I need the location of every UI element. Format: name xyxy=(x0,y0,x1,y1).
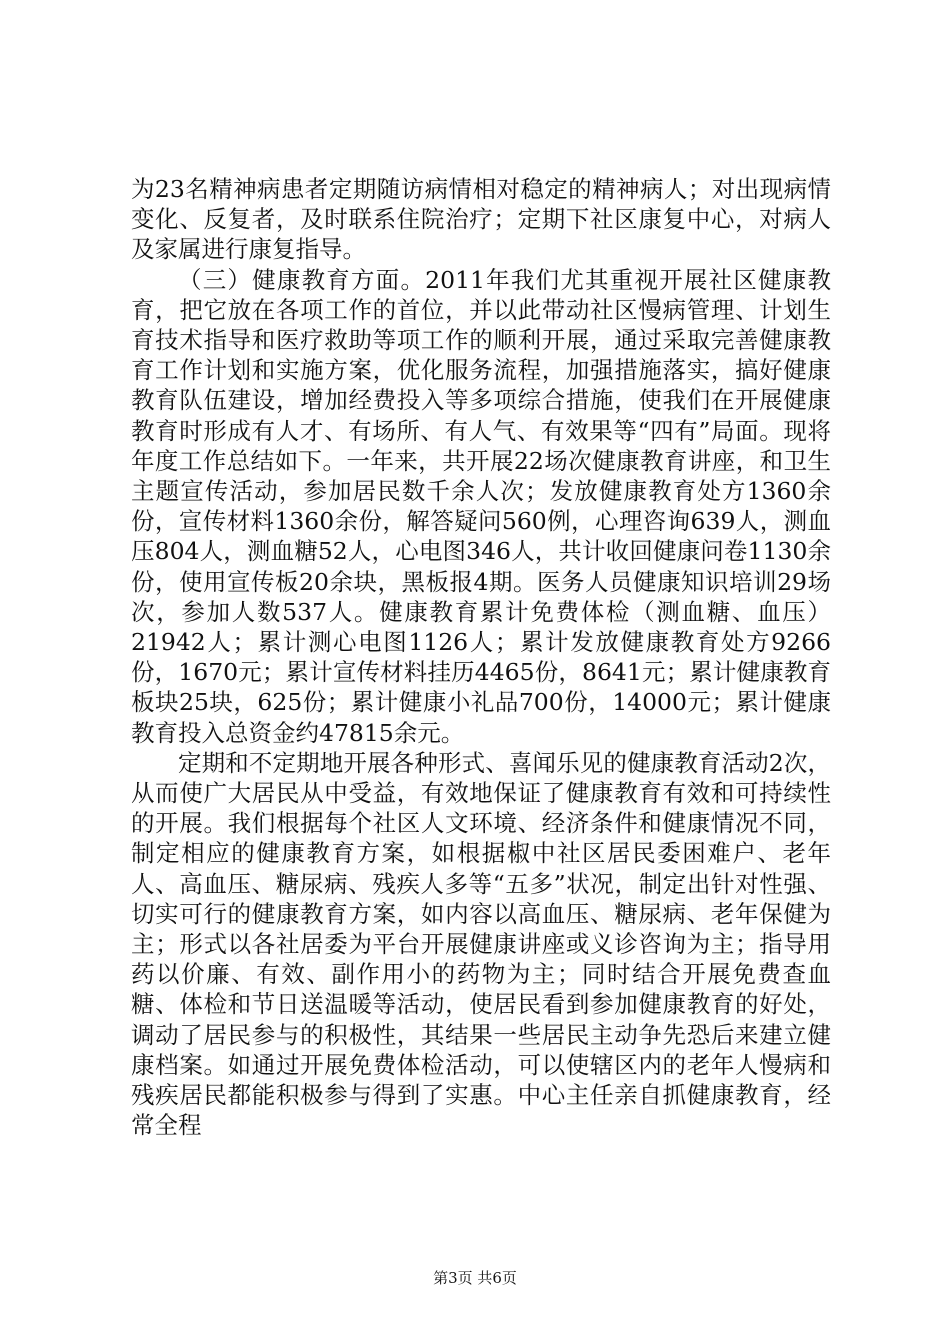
page-footer: 第3页 共6页 xyxy=(433,1269,517,1287)
document-body xyxy=(131,174,831,1141)
paragraph-activities: 定期和不定期地开展各种形式、喜闻乐见的健康教育活动2次，从而使广大居民从中受益，有效地保证了健康教育有效和可持续性的开展。我们根据每个社区人文环境、经济条件和健康情况不同，制定相应的健康教育方案，如根据椒中社区居民委困难户、老年人、高血压、糖尿病、残疾人多等“五多”状况，制定出针对性强、切实可行的健康教育方案，如内容以高血压、糖尿病、老年保健为主；形式以各社居委为平台开展健康讲座或义诊咨询为主；指导用药以价廉、有效、副作用小的药物为主；同时结合开展免费查血糖、体检和节日送温暖等活动，使居民看到参加健康教育的好处，调动了居民参与的积极性，其结果一些居民主动争先恐后来建立健康档案。如通过开展免费体检活动，可以使辖区内的老年人慢病和残疾居民都能积极参与得到了实惠。中心主任亲自抓健康教育，经常全程 xyxy=(131,748,831,1140)
paragraph-continuation: 为23名精神病患者定期随访病情相对稳定的精神病人；对出现病情变化、反复者，及时联系住院治疗；定期下社区康复中心，对病人及家属进行康复指导。 xyxy=(131,175,831,264)
paragraph-health-education: （三）健康教育方面。2011年我们尤其重视开展社区健康教育，把它放在各项工作的首位，并以此带动社区慢病管理、计划生育技术指导和医疗救助等项工作的顺利开展，通过采取完善健康教育工作计划和实施方案，优化服务流程，加强措施落实，搞好健康教育队伍建设，增加经费投入等多项综合措施，使我们在开展健康教育时形成有人才、有场所、有人气、有效果等“四有”局面。现将年度工作总结如下。一年来，共开展22场次健康教育讲座，和卫生主题宣传活动，参加居民数千余人次；发放健康教育处方1360余份，宣传材料1360余份，解答疑问560例，心理咨询639人，测血压804人，测血糖52人，心电图346人，共计收回健康问卷1130余份，使用宣传板20余块，黑板报4期。医务人员健康知识培训29场次，参加人数537人。健康教育累计免费体检（测血糖、血压）21942人；累计测心电图1126人；累计发放健康教育处方9266份，1670元；累计宣传材料挂历4465份，8641元；累计健康教育板块25块，625份；累计健康小礼品700份，14000元；累计健康教育投入总资金约47815余元。 xyxy=(131,265,831,747)
